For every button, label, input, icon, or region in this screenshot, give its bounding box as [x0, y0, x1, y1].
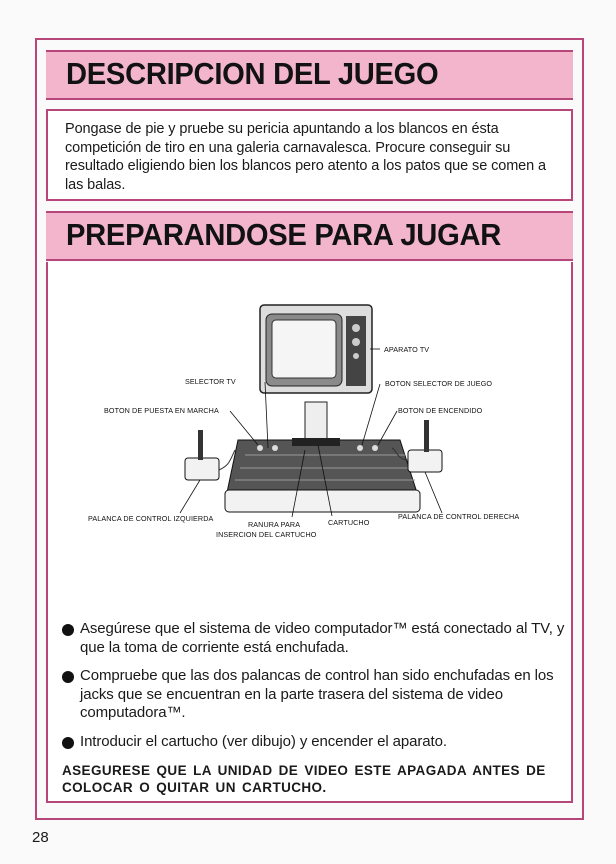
section-title-preparation: PREPARANDOSE PARA JUGAR: [66, 217, 501, 252]
left-joystick-illustration: [185, 430, 235, 480]
section-heading-preparation: [46, 211, 573, 261]
label-power: BOTON DE ENCENDIDO: [398, 406, 483, 415]
bullet-dot-icon: [62, 624, 74, 636]
console-setup-diagram: [80, 290, 550, 560]
section-heading-description: [46, 50, 573, 100]
bullet-dot-icon: [62, 671, 74, 683]
instruction-text: Asegúrese que el sistema de video computador™ está conectado al TV, y que la toma de corriente está enchufada.: [80, 620, 565, 656]
list-item: [62, 620, 572, 657]
instructions-list: [62, 620, 572, 761]
list-item: [62, 733, 572, 752]
tv-illustration: [260, 305, 372, 393]
bullet-dot-icon: [62, 737, 74, 749]
section-title-description: DESCRIPCION DEL JUEGO: [66, 56, 439, 91]
label-tv: APARATO TV: [384, 345, 430, 354]
label-cartridge: CARTUCHO: [328, 518, 370, 527]
page-number: 28: [32, 829, 49, 846]
label-right-controller: PALANCA DE CONTROL DERECHA: [398, 512, 520, 521]
label-left-controller: PALANCA DE CONTROL IZQUIERDA: [88, 514, 214, 523]
label-tv-selector: SELECTOR TV: [185, 377, 236, 386]
instruction-text: Introducir el cartucho (ver dibujo) y encender el aparato.: [80, 732, 447, 750]
label-reset: BOTON DE PUESTA EN MARCHA: [104, 406, 219, 415]
description-text: Pongase de pie y pruebe su pericia apuntando a los blancos en ésta competición de tiro en una galeria carnavalesca. Procure conseguir su resultado eligiendo bien los blancos pero atento a los patos que se comen a las balas.: [65, 121, 546, 193]
console-illustration: [225, 402, 420, 512]
label-slot-line2: INSERCION DEL CARTUCHO: [216, 530, 317, 539]
description-box: [46, 109, 573, 201]
list-item: [62, 667, 572, 723]
warning-text: ASEGURESE QUE LA UNIDAD DE VIDEO ESTE APAGADA ANTES DE COLOCAR O QUITAR UN CARTUCHO.: [62, 763, 546, 795]
label-slot-line1: RANURA PARA: [248, 520, 301, 529]
label-game-select: BOTON SELECTOR DE JUEGO: [385, 379, 493, 388]
instruction-text: Compruebe que las dos palancas de control han sido enchufadas en los jacks que se encuentran en la parte trasera del sistema de video computadora™.: [80, 667, 554, 721]
